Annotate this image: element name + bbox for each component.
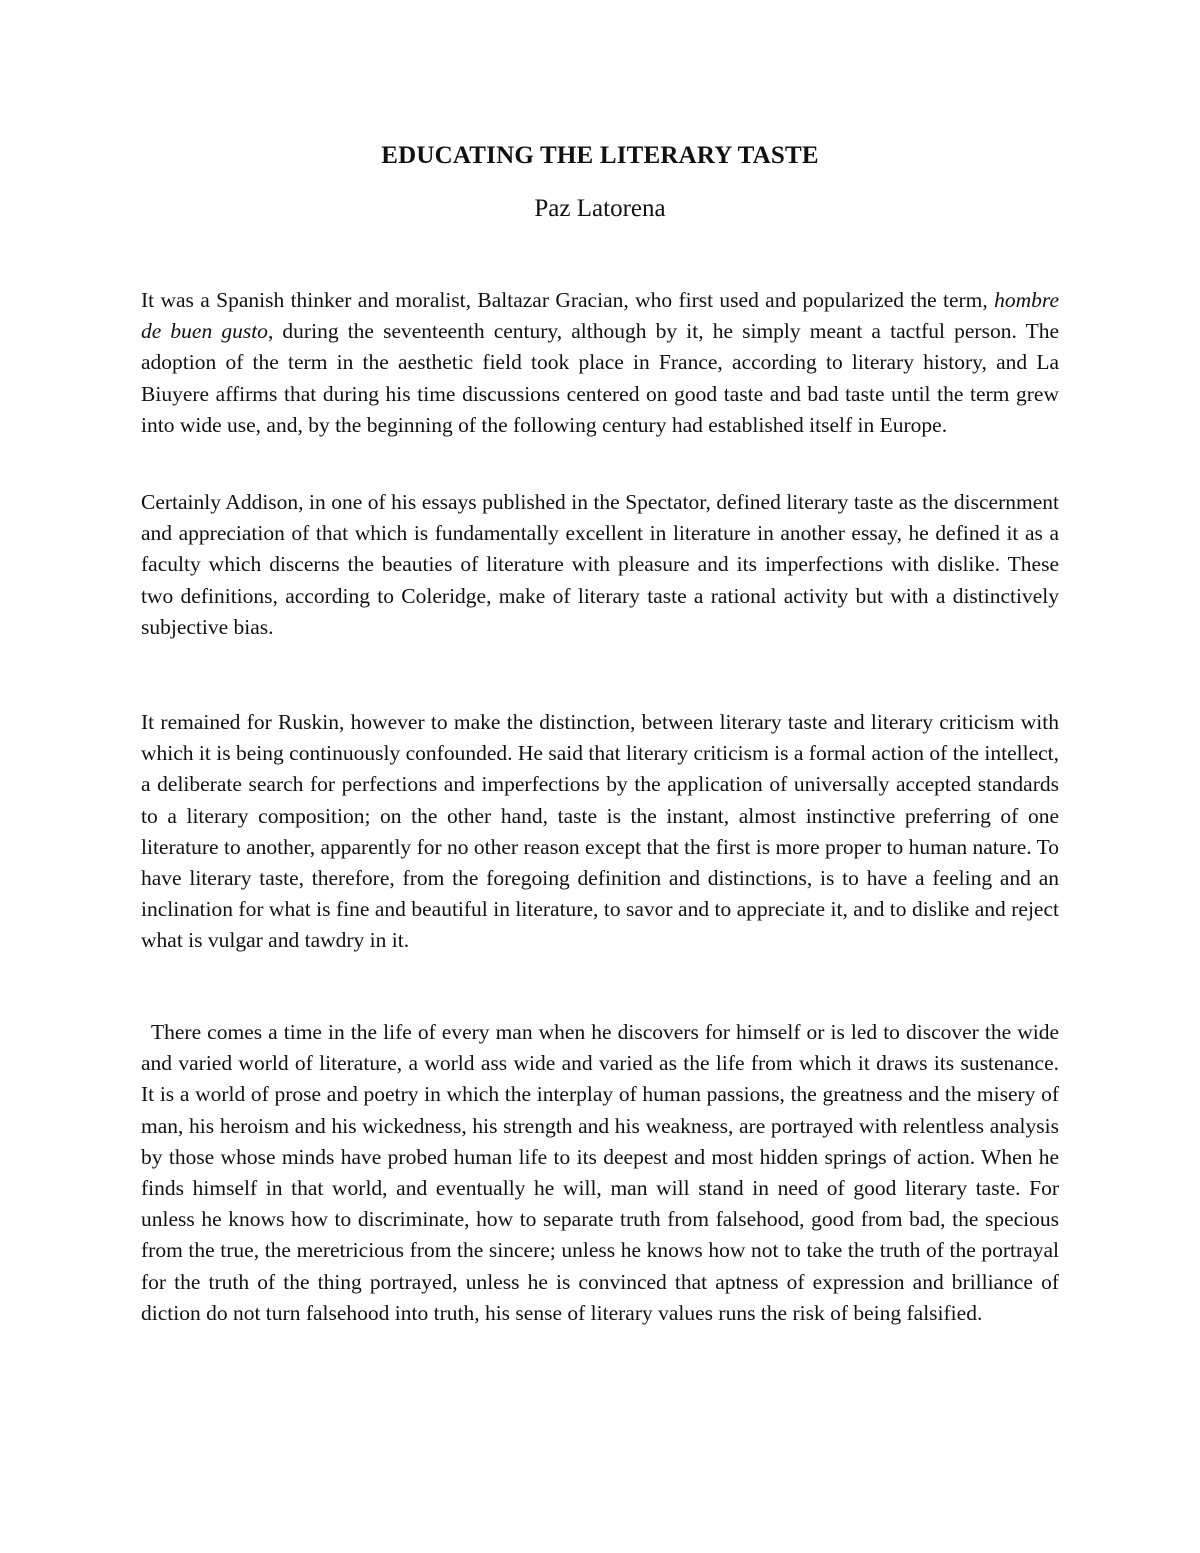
paragraph-1-italic-term: hombre de buen gusto (141, 288, 1059, 344)
paragraph-4: There comes a time in the life of every man when he discovers for himself or is led to discover the wide and varied world of literature, a world ass wide and varied as the life from which it draws its sustenance. It is a world of prose and poetry in which the interplay of human passions, the greatness and the misery of man, his heroism and his wickedness, his strength and his weakness, are portrayed with relentless analysis by those whose minds have probed human life to its deepest and most hidden springs of action. When he finds himself in that world, and eventually he will, man will stand in need of good literary taste. For unless he knows how to discriminate, how to separate truth from falsehood, good from bad, the specious from the true, the meretricious from the sincere; unless he knows how not to take the truth of the portrayal for the truth of the thing portrayed, unless he is convinced that aptness of expression and brilliance of diction do not turn falsehood into truth, his sense of literary values runs the risk of being falsified. (141, 1020, 1059, 1325)
paragraph-1-lead: It was a Spanish thinker and moralist, Baltazar Gracian, who first used and popularized the term, (141, 288, 995, 312)
paragraph-1 (141, 285, 1059, 441)
paragraph-2: Certainly Addison, in one of his essays published in the Spectator, defined literary taste as the discernment and appreciation of that which is fundamentally excellent in literature in another essay, he defined it as a faculty which discerns the beauties of literature with pleasure and its imperfections with dislike. These two definitions, according to Coleridge, make of literary taste a rational activity but with a distinctively subjective bias. (141, 490, 1059, 639)
document-title: EDUCATING THE LITERARY TASTE (381, 142, 819, 169)
document-author: Paz Latorena (534, 195, 666, 222)
paragraph-1-rest: , during the seventeenth century, although by it, he simply meant a tactful person. The adoption of the term in the aesthetic field took place in France, according to literary history, and La Biuyere affirms that during his time discussions centered on good taste and bad taste until the term grew into wide use, and, by the beginning of the following century had established itself in Europe. (141, 319, 1059, 437)
paragraph-3: It remained for Ruskin, however to make the distinction, between literary taste and literary criticism with which it is being continuously confounded. He said that literary criticism is a formal action of the intellect, a deliberate search for perfections and imperfections by the application of universally accepted standards to a literary composition; on the other hand, taste is the instant, almost instinctive preferring of one literature to another, apparently for no other reason except that the first is more proper to human nature. To have literary taste, therefore, from the foregoing definition and distinctions, is to have a feeling and an inclination for what is fine and beautiful in literature, to savor and to appreciate it, and to dislike and reject what is vulgar and tawdry in it. (141, 710, 1059, 953)
